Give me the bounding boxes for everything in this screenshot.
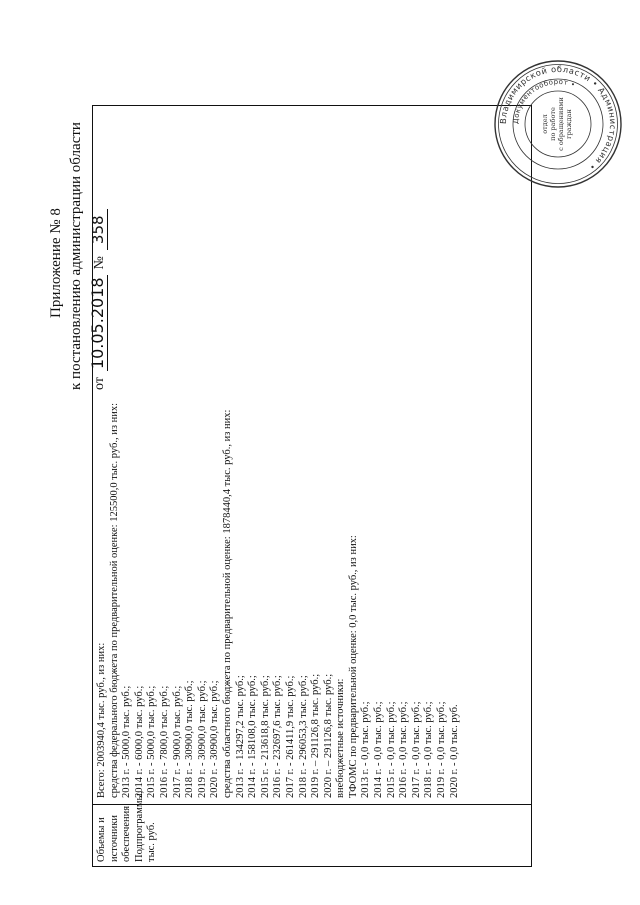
funding-year-line: 2015 г. - 213618,8 тыс. руб.;	[259, 675, 271, 798]
funding-year-line: 2020 г. - 30900,0 тыс. руб.;	[209, 680, 221, 798]
funding-year-line: 2013 г. - 0,0 тыс. руб.;	[360, 701, 372, 798]
funding-year-line: 2017 г. - 261411,9 тыс. руб.;	[284, 675, 296, 798]
extrabudgetary-heading: внебюджетные источники:	[335, 678, 347, 798]
official-stamp	[492, 58, 624, 190]
stamp-outer-text: Владимирской области • Администрация •	[497, 63, 619, 173]
funding-year-line: 2016 г. - 7800,0 тыс. руб.;	[158, 685, 170, 798]
funding-year-line: 2019 г. - 30900,0 тыс. руб.;	[196, 680, 208, 798]
stamp-inner-line: отдел	[541, 114, 549, 134]
funding-year-line: 2014 г. - 6000,0 тыс. руб.;	[133, 685, 145, 798]
funding-year-line: 2020 г. – 291126,8 тыс. руб.;	[322, 673, 334, 798]
date-prefix: от	[92, 377, 107, 390]
number-prefix: №	[92, 256, 107, 270]
funding-year-line: 2013 г. - 134297,2 тыс. руб.;	[234, 675, 246, 798]
funding-year-line: 2015 г. - 5000,0 тыс. руб.;	[146, 685, 158, 798]
funding-details-cell	[93, 106, 531, 804]
stamp-inner-text	[541, 97, 573, 151]
decree-reference: к постановлению администрации области	[68, 122, 84, 390]
federal-budget-heading: средства федерального бюджета по предварительной оценке: 125500,0 тыс. руб., из них:	[108, 402, 120, 798]
tfoms-heading: ТФОМС по предварительной оценке: 0,0 тыс. руб., из них:	[347, 535, 359, 798]
funding-year-line: 2017 г. - 0,0 тыс. руб.;	[410, 701, 422, 798]
regional-budget-heading: средства областного бюджета по предварительной оценке: 1878440,4 тыс. руб., из них:	[221, 409, 233, 798]
stamp-inner-line: граждан	[565, 109, 573, 139]
funding-year-line: 2017 г. - 9000,0 тыс. руб.;	[171, 685, 183, 798]
funding-year-line: 2019 г. - 0,0 тыс. руб.;	[436, 701, 448, 798]
funding-table	[92, 105, 532, 867]
stamp-inner-line: по работе	[549, 107, 557, 141]
decree-number: 358	[89, 209, 108, 250]
funding-year-line: 2013 г. - 5000,0 тыс. руб.;	[121, 685, 133, 798]
funding-year-line: 2018 г. - 296053,3 тыс. руб.;	[297, 675, 309, 798]
funding-year-line: 2016 г. - 232697,6 тыс. руб.;	[272, 675, 284, 798]
label-line: Подпрограммы,	[133, 790, 145, 862]
funding-year-line: 2019 г. – 291126,8 тыс. руб.;	[310, 673, 322, 798]
funding-year-line: 2018 г. - 0,0 тыс. руб.;	[423, 701, 435, 798]
stamp-middle-text: Документооборот •	[511, 77, 577, 125]
label-line: тыс. руб.	[146, 822, 158, 862]
label-line: источники	[108, 815, 120, 862]
funding-year-line: 2014 г. - 158108,0 тыс. руб.;	[247, 675, 259, 798]
stamp-inner-line: с обращениями	[557, 97, 565, 151]
funding-year-line: 2018 г. - 30900,0 тыс. руб.;	[184, 680, 196, 798]
total-line: Всего: 2003940,4 тыс. руб., из них:	[96, 642, 107, 798]
funding-year-line: 2020 г. - 0,0 тыс. руб.	[448, 704, 460, 798]
label-line: обеспечения	[121, 805, 133, 862]
funding-year-line: 2015 г. - 0,0 тыс. руб.;	[385, 701, 397, 798]
decree-date: 10.05.2018	[88, 277, 107, 370]
funding-year-line: 2014 г. - 0,0 тыс. руб.;	[373, 701, 385, 798]
funding-label-cell	[93, 790, 531, 866]
label-line: Объемы и	[96, 817, 107, 862]
appendix-title: Приложение № 8	[48, 208, 64, 318]
funding-year-line: 2016 г. - 0,0 тыс. руб.;	[398, 701, 410, 798]
